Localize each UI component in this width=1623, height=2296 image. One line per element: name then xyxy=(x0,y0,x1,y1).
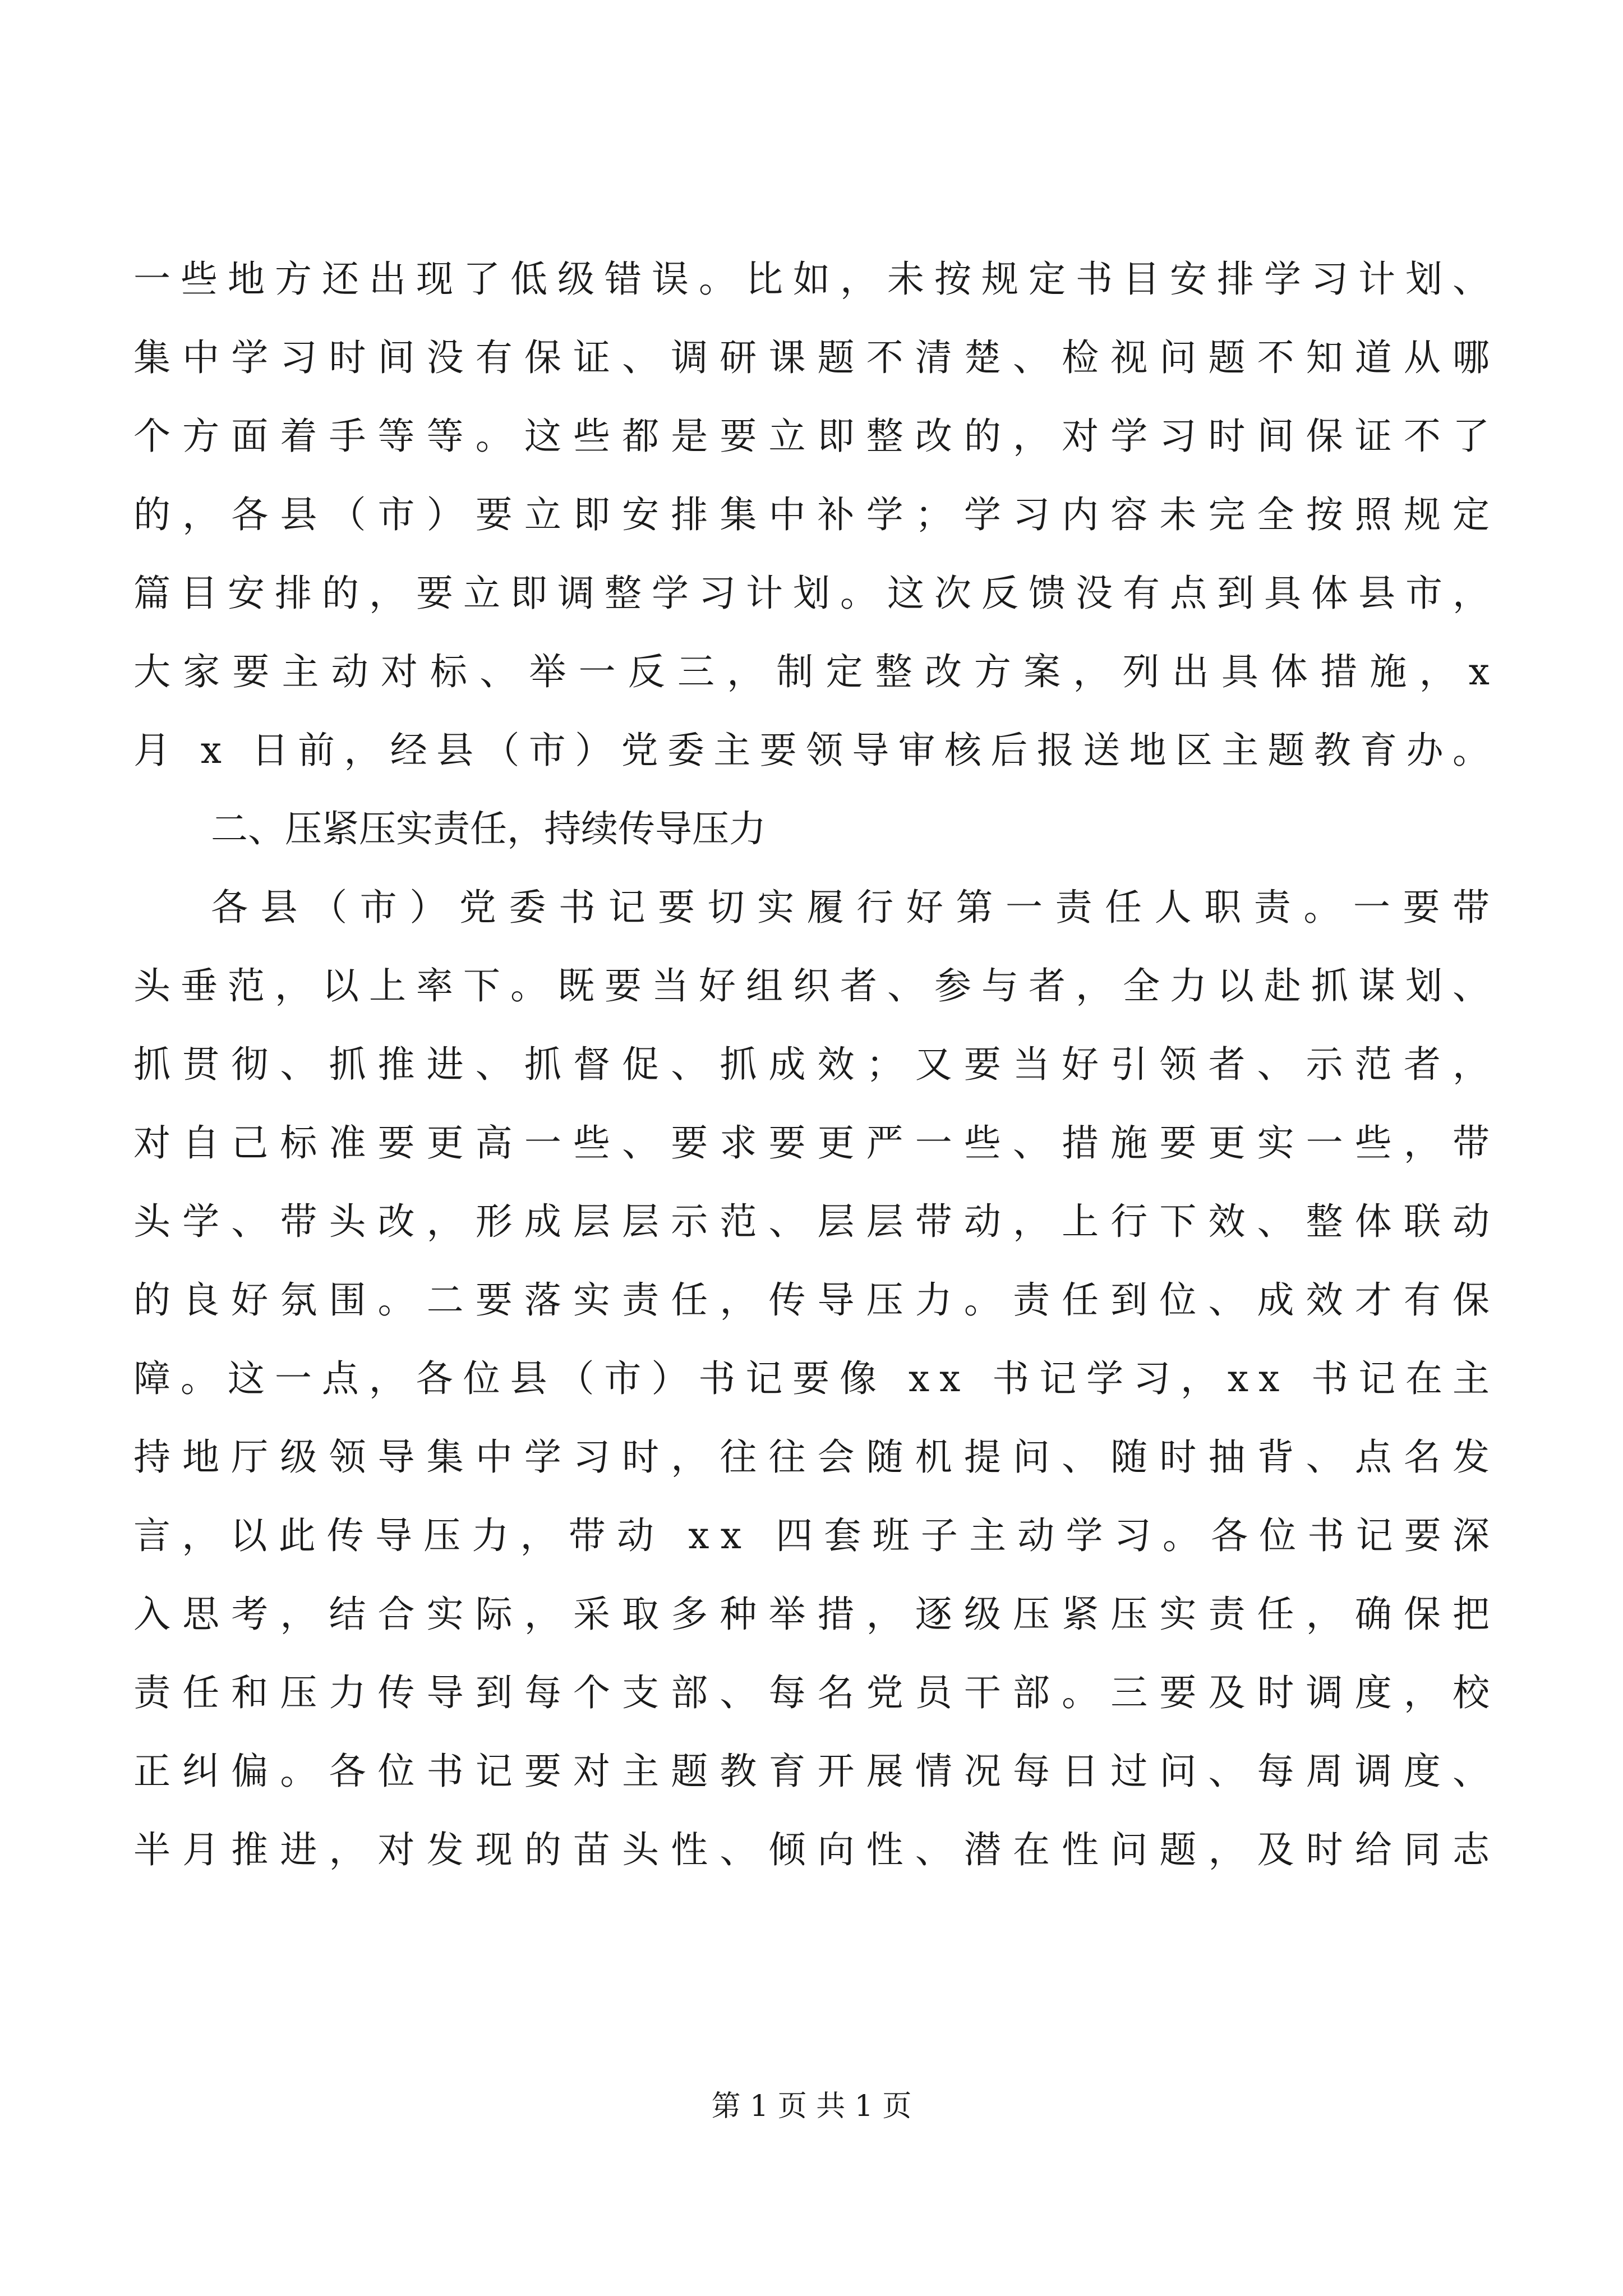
line-text: 的，各县（市）要立即安排集中补学；学习内容未完全按照规定 xyxy=(133,493,1502,536)
text-line xyxy=(0,1340,1623,1418)
text-line xyxy=(0,711,1623,790)
text-line xyxy=(0,319,1623,397)
text-line xyxy=(0,868,1623,947)
line-text: 一些地方还出现了低级错误。比如，未按规定书目安排学习计划、 xyxy=(133,257,1500,301)
line-text: 月 x 日前，经县（市）党委主要领导审核后报送地区主题教育办。 xyxy=(133,729,1499,772)
line-text: 对自己标准要更高一些、要求要更严一些、措施要更实一些，带 xyxy=(133,1121,1502,1165)
line-text: 篇目安排的，要立即调整学习计划。这次反馈没有点到具体县市， xyxy=(133,572,1500,615)
line-text: 入思考，结合实际，采取多种举措，逐级压紧压实责任，确保把 xyxy=(133,1593,1502,1636)
line-text: 言，以此传导压力，带动 xx 四套班子主动学习。各位书记要深 xyxy=(133,1514,1501,1557)
section-heading xyxy=(0,790,1623,868)
line-text: 持地厅级领导集中学习时，往往会随机提问、随时抽背、点名发 xyxy=(133,1435,1502,1479)
text-line xyxy=(0,1497,1623,1575)
line-text: 个方面着手等等。这些都是要立即整改的，对学习时间保证不了 xyxy=(133,415,1502,458)
line-text: 头垂范，以上率下。既要当好组织者、参与者，全力以赴抓谋划、 xyxy=(133,964,1500,1007)
line-text: 各县（市）党委书记要切实履行好第一责任人职责。一要带 xyxy=(211,886,1502,929)
text-line xyxy=(0,476,1623,554)
text-line xyxy=(0,554,1623,633)
text-line xyxy=(0,947,1623,1025)
text-line xyxy=(0,397,1623,476)
text-line xyxy=(0,1182,1623,1261)
page-number-footer: 第 1 页 共 1 页 xyxy=(711,2090,912,2123)
line-text: 抓贯彻、抓推进、抓督促、抓成效；又要当好引领者、示范者， xyxy=(133,1043,1502,1086)
text-line xyxy=(0,1025,1623,1104)
line-text: 责任和压力传导到每个支部、每名党员干部。三要及时调度，校 xyxy=(133,1671,1502,1714)
text-line xyxy=(0,1654,1623,1732)
text-line xyxy=(0,1418,1623,1497)
text-line xyxy=(0,1732,1623,1811)
text-line xyxy=(0,1575,1623,1654)
text-line xyxy=(0,240,1623,319)
line-text: 大家要主动对标、举一反三，制定整改方案，列出具体措施，x xyxy=(133,650,1502,693)
text-line xyxy=(0,633,1623,711)
line-text: 正纠偏。各位书记要对主题教育开展情况每日过问、每周调度、 xyxy=(133,1750,1502,1793)
line-text: 的良好氛围。二要落实责任，传导压力。责任到位、成效才有保 xyxy=(133,1278,1502,1322)
line-text: 集中学习时间没有保证、调研课题不清楚、检视问题不知道从哪 xyxy=(133,336,1502,379)
heading-text: 二、压紧压实责任，持续传导压力 xyxy=(211,807,766,850)
line-text: 头学、带头改，形成层层示范、层层带动，上行下效、整体联动 xyxy=(133,1200,1502,1243)
text-line xyxy=(0,1261,1623,1340)
text-line xyxy=(0,1811,1623,1889)
line-text: 障。这一点，各位县（市）书记要像 xx 书记学习，xx 书记在主 xyxy=(133,1357,1500,1400)
line-text: 半月推进，对发现的苗头性、倾向性、潜在性问题，及时给同志 xyxy=(133,1828,1502,1871)
text-line xyxy=(0,1104,1623,1182)
